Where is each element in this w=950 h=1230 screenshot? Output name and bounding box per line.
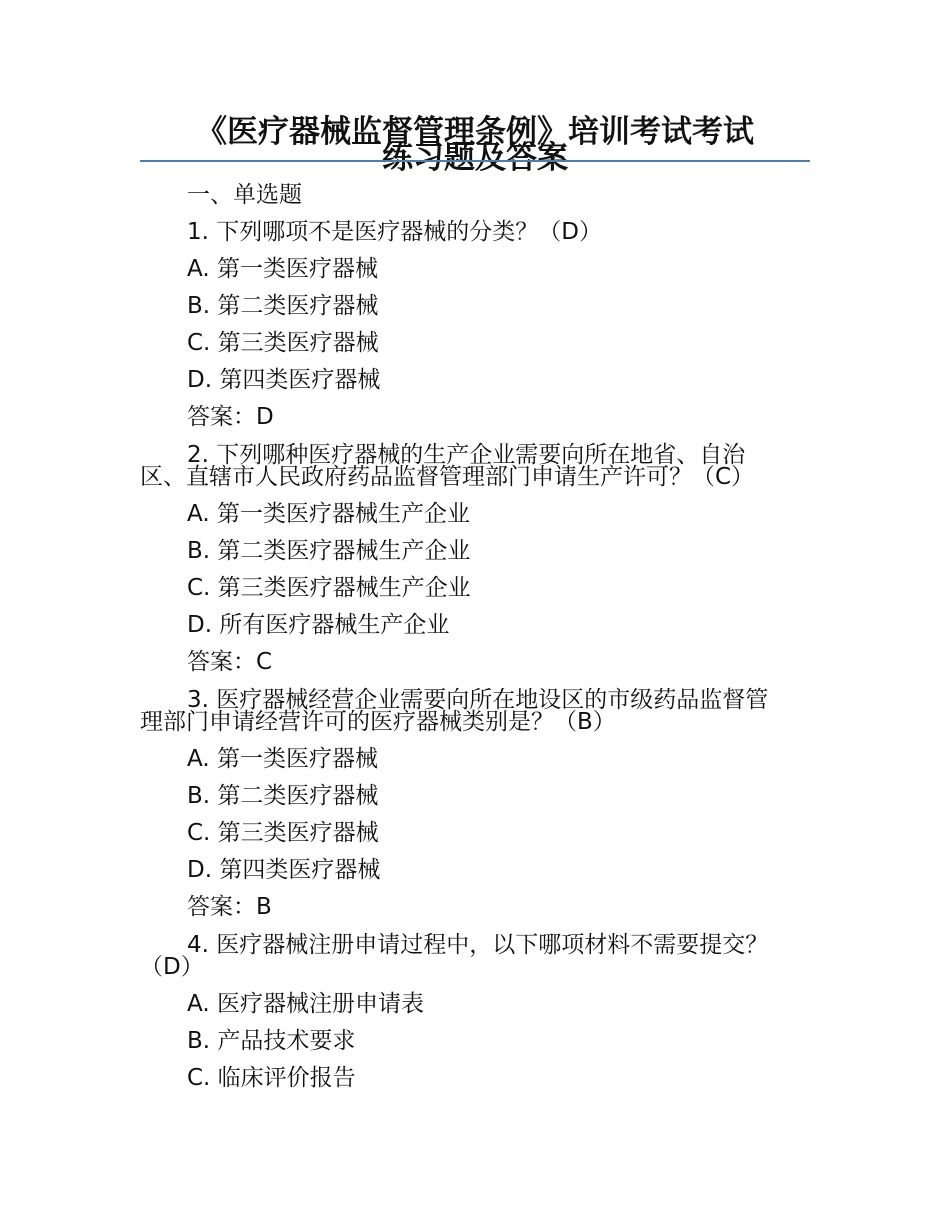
question-2-stem-line-2: 区、直辖市人民政府药品监督管理部门申请生产许可？（C） bbox=[140, 464, 755, 490]
question-4-option-a: A. 医疗器械注册申请表 bbox=[187, 991, 424, 1017]
question-2-option-b: B. 第二类医疗器械生产企业 bbox=[187, 538, 471, 564]
question-3-option-c: C. 第三类医疗器械 bbox=[187, 820, 379, 846]
document-title-line-2: 练习题及答案 bbox=[382, 140, 568, 176]
document-title-line-1: 《医疗器械监督管理条例》培训考试考试 bbox=[196, 114, 754, 150]
question-3-option-a: A. 第一类医疗器械 bbox=[187, 746, 378, 772]
question-1-answer: 答案：D bbox=[187, 404, 274, 430]
question-2-answer: 答案：C bbox=[187, 649, 273, 675]
question-3-option-b: B. 第二类医疗器械 bbox=[187, 783, 379, 809]
question-1-option-c: C. 第三类医疗器械 bbox=[187, 330, 379, 356]
question-1-stem: 1. 下列哪项不是医疗器械的分类？（D） bbox=[187, 219, 602, 245]
question-2-option-a: A. 第一类医疗器械生产企业 bbox=[187, 501, 470, 527]
question-4-stem-line-1: 4. 医疗器械注册申请过程中，以下哪项材料不需要提交？ bbox=[187, 932, 769, 958]
title-underline bbox=[140, 160, 810, 162]
question-4-option-c: C. 临床评价报告 bbox=[187, 1065, 356, 1091]
question-3-option-d: D. 第四类医疗器械 bbox=[187, 857, 381, 883]
question-1-option-b: B. 第二类医疗器械 bbox=[187, 293, 379, 319]
question-3-stem-line-1: 3. 医疗器械经营企业需要向所在地设区的市级药品监督管 bbox=[187, 687, 769, 713]
question-1-option-d: D. 第四类医疗器械 bbox=[187, 367, 381, 393]
section-heading: 一、单选题 bbox=[187, 182, 302, 208]
question-4-stem-line-2: （D） bbox=[140, 954, 204, 980]
question-4-option-b: B. 产品技术要求 bbox=[187, 1028, 356, 1054]
question-2-stem-line-1: 2. 下列哪种医疗器械的生产企业需要向所在地省、自治 bbox=[187, 442, 746, 468]
question-1-option-a: A. 第一类医疗器械 bbox=[187, 256, 378, 282]
question-2-option-d: D. 所有医疗器械生产企业 bbox=[187, 612, 450, 638]
question-3-stem-line-2: 理部门申请经营许可的医疗器械类别是？（B） bbox=[140, 709, 616, 735]
question-3-answer: 答案：B bbox=[187, 894, 272, 920]
question-2-option-c: C. 第三类医疗器械生产企业 bbox=[187, 575, 471, 601]
